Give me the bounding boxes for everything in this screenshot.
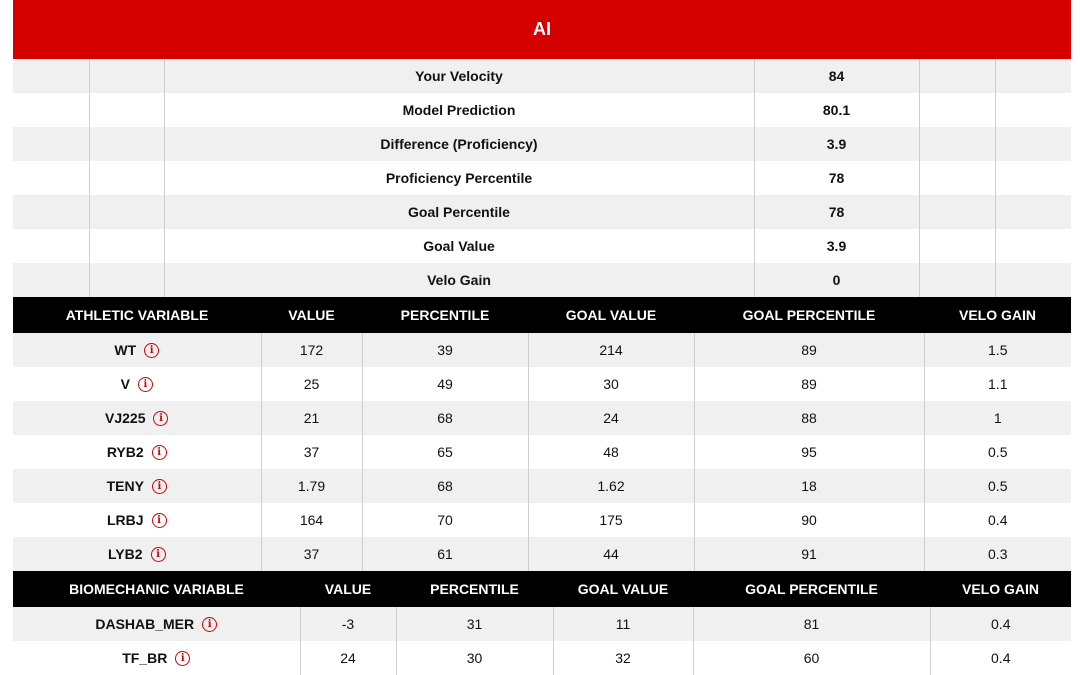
summary-label: Model Prediction <box>164 93 754 127</box>
variable-label-group <box>107 444 167 460</box>
summary-spacer-cell <box>89 59 164 93</box>
value-cell: -3 <box>300 607 396 641</box>
summary-row <box>13 161 1071 195</box>
velo-gain-cell: 0.4 <box>924 503 1071 537</box>
percentile-cell: 61 <box>362 537 528 571</box>
goal-value-cell: 32 <box>553 641 693 675</box>
info-icon[interactable]: i <box>152 479 167 494</box>
goal-value-cell: 11 <box>553 607 693 641</box>
summary-spacer-cell <box>13 59 89 93</box>
variable-cell <box>13 503 261 537</box>
athletic-table <box>13 297 1071 571</box>
variable-name: WT <box>114 342 137 358</box>
goal-percentile-cell: 81 <box>693 607 930 641</box>
biomechanic-header-cell: GOAL VALUE <box>553 571 693 607</box>
athletic-header-cell: PERCENTILE <box>362 297 528 333</box>
velo-gain-cell: 0.3 <box>924 537 1071 571</box>
summary-spacer-cell <box>995 195 1071 229</box>
report-title-bar <box>13 0 1071 59</box>
variable-label-group <box>122 650 190 666</box>
variable-name: RYB2 <box>106 444 144 460</box>
value-cell: 37 <box>261 537 362 571</box>
variable-label-group <box>105 410 168 426</box>
percentile-cell: 30 <box>396 641 553 675</box>
athletic-row <box>13 537 1071 571</box>
athletic-header-cell: VELO GAIN <box>924 297 1071 333</box>
percentile-cell: 68 <box>362 469 528 503</box>
variable-name: DASHAB_MER <box>95 616 195 632</box>
summary-spacer-cell <box>13 195 89 229</box>
summary-value: 80.1 <box>754 93 919 127</box>
variable-label-group <box>107 478 167 494</box>
summary-spacer-cell <box>89 263 164 297</box>
percentile-cell: 31 <box>396 607 553 641</box>
summary-spacer-cell <box>995 229 1071 263</box>
athletic-header-cell: VALUE <box>261 297 362 333</box>
velo-gain-cell: 0.4 <box>930 607 1071 641</box>
velo-gain-cell: 1.1 <box>924 367 1071 401</box>
value-cell: 25 <box>261 367 362 401</box>
velo-gain-cell: 1 <box>924 401 1071 435</box>
percentile-cell: 68 <box>362 401 528 435</box>
summary-spacer-cell <box>919 195 995 229</box>
variable-name: V <box>120 376 130 392</box>
goal-value-cell: 44 <box>528 537 694 571</box>
biomechanic-header-cell: VALUE <box>300 571 396 607</box>
goal-percentile-cell: 95 <box>694 435 924 469</box>
variable-cell <box>13 607 300 641</box>
variable-label-group <box>114 342 159 358</box>
athletic-row <box>13 503 1071 537</box>
biomechanic-table <box>13 571 1071 675</box>
summary-spacer-cell <box>89 161 164 195</box>
biomechanic-header-cell: GOAL PERCENTILE <box>693 571 930 607</box>
summary-spacer-cell <box>13 229 89 263</box>
athletic-header-cell: ATHLETIC VARIABLE <box>13 297 261 333</box>
info-icon[interactable]: i <box>144 343 159 358</box>
biomechanic-header-cell: VELO GAIN <box>930 571 1071 607</box>
summary-row <box>13 263 1071 297</box>
value-cell: 24 <box>300 641 396 675</box>
athletic-row <box>13 333 1071 367</box>
goal-value-cell: 30 <box>528 367 694 401</box>
biomechanic-header-cell: BIOMECHANIC VARIABLE <box>13 571 300 607</box>
velo-gain-cell: 0.5 <box>924 435 1071 469</box>
value-cell: 21 <box>261 401 362 435</box>
summary-spacer-cell <box>13 161 89 195</box>
info-icon[interactable]: i <box>138 377 153 392</box>
variable-cell <box>13 401 261 435</box>
velo-gain-cell: 0.5 <box>924 469 1071 503</box>
biomechanic-header-row <box>13 571 1071 607</box>
variable-name: LYB2 <box>107 546 143 562</box>
variable-cell <box>13 469 261 503</box>
variable-label-group <box>108 546 166 562</box>
goal-percentile-cell: 89 <box>694 333 924 367</box>
goal-percentile-cell: 91 <box>694 537 924 571</box>
summary-label: Difference (Proficiency) <box>164 127 754 161</box>
variable-label-group <box>121 376 153 392</box>
goal-percentile-cell: 88 <box>694 401 924 435</box>
summary-value: 3.9 <box>754 127 919 161</box>
goal-value-cell: 1.62 <box>528 469 694 503</box>
report-container <box>13 0 1071 675</box>
summary-spacer-cell <box>995 59 1071 93</box>
percentile-cell: 39 <box>362 333 528 367</box>
value-cell: 1.79 <box>261 469 362 503</box>
percentile-cell: 65 <box>362 435 528 469</box>
summary-row <box>13 229 1071 263</box>
goal-value-cell: 214 <box>528 333 694 367</box>
summary-label: Goal Value <box>164 229 754 263</box>
summary-table <box>13 59 1071 297</box>
summary-spacer-cell <box>89 229 164 263</box>
summary-spacer-cell <box>89 195 164 229</box>
summary-value: 84 <box>754 59 919 93</box>
summary-spacer-cell <box>995 161 1071 195</box>
percentile-cell: 70 <box>362 503 528 537</box>
summary-spacer-cell <box>919 263 995 297</box>
goal-percentile-cell: 90 <box>694 503 924 537</box>
variable-name: VJ225 <box>105 410 146 426</box>
summary-spacer-cell <box>89 127 164 161</box>
summary-spacer-cell <box>919 59 995 93</box>
summary-spacer-cell <box>13 127 89 161</box>
summary-label: Proficiency Percentile <box>164 161 754 195</box>
summary-spacer-cell <box>995 263 1071 297</box>
summary-label: Goal Percentile <box>164 195 754 229</box>
goal-percentile-cell: 60 <box>693 641 930 675</box>
goal-percentile-cell: 89 <box>694 367 924 401</box>
summary-spacer-cell <box>995 93 1071 127</box>
summary-spacer-cell <box>89 93 164 127</box>
velo-gain-cell: 0.4 <box>930 641 1071 675</box>
variable-name: TF_BR <box>122 650 168 666</box>
summary-spacer-cell <box>13 263 89 297</box>
summary-spacer-cell <box>995 127 1071 161</box>
variable-name: TENY <box>106 478 144 494</box>
summary-spacer-cell <box>919 93 995 127</box>
variable-cell <box>13 537 261 571</box>
goal-value-cell: 48 <box>528 435 694 469</box>
goal-percentile-cell: 18 <box>694 469 924 503</box>
info-icon[interactable]: i <box>202 617 217 632</box>
value-cell: 37 <box>261 435 362 469</box>
summary-row <box>13 195 1071 229</box>
variable-label-group <box>95 616 217 632</box>
athletic-header-row <box>13 297 1071 333</box>
variable-name: LRBJ <box>106 512 144 528</box>
variable-cell <box>13 333 261 367</box>
variable-cell <box>13 435 261 469</box>
athletic-header-cell: GOAL PERCENTILE <box>694 297 924 333</box>
biomechanic-header-cell: PERCENTILE <box>396 571 553 607</box>
summary-spacer-cell <box>919 229 995 263</box>
biomechanic-row <box>13 641 1071 675</box>
info-icon[interactable]: i <box>152 445 167 460</box>
goal-value-cell: 24 <box>528 401 694 435</box>
summary-spacer-cell <box>919 161 995 195</box>
summary-value: 3.9 <box>754 229 919 263</box>
summary-row <box>13 127 1071 161</box>
summary-row <box>13 93 1071 127</box>
summary-row <box>13 59 1071 93</box>
variable-cell <box>13 367 261 401</box>
percentile-cell: 49 <box>362 367 528 401</box>
athletic-row <box>13 435 1071 469</box>
variable-cell <box>13 641 300 675</box>
variable-label-group <box>107 512 167 528</box>
summary-value: 78 <box>754 161 919 195</box>
value-cell: 164 <box>261 503 362 537</box>
info-icon[interactable]: i <box>152 513 167 528</box>
athletic-header-cell: GOAL VALUE <box>528 297 694 333</box>
biomechanic-row <box>13 607 1071 641</box>
goal-value-cell: 175 <box>528 503 694 537</box>
summary-label: Velo Gain <box>164 263 754 297</box>
summary-label: Your Velocity <box>164 59 754 93</box>
athletic-row <box>13 367 1071 401</box>
summary-spacer-cell <box>919 127 995 161</box>
summary-value: 0 <box>754 263 919 297</box>
info-icon[interactable]: i <box>153 411 168 426</box>
athletic-row <box>13 401 1071 435</box>
info-icon[interactable]: i <box>151 547 166 562</box>
summary-spacer-cell <box>13 93 89 127</box>
page-title: AI <box>533 19 551 39</box>
velo-gain-cell: 1.5 <box>924 333 1071 367</box>
summary-value: 78 <box>754 195 919 229</box>
athletic-row <box>13 469 1071 503</box>
value-cell: 172 <box>261 333 362 367</box>
info-icon[interactable]: i <box>175 651 190 666</box>
